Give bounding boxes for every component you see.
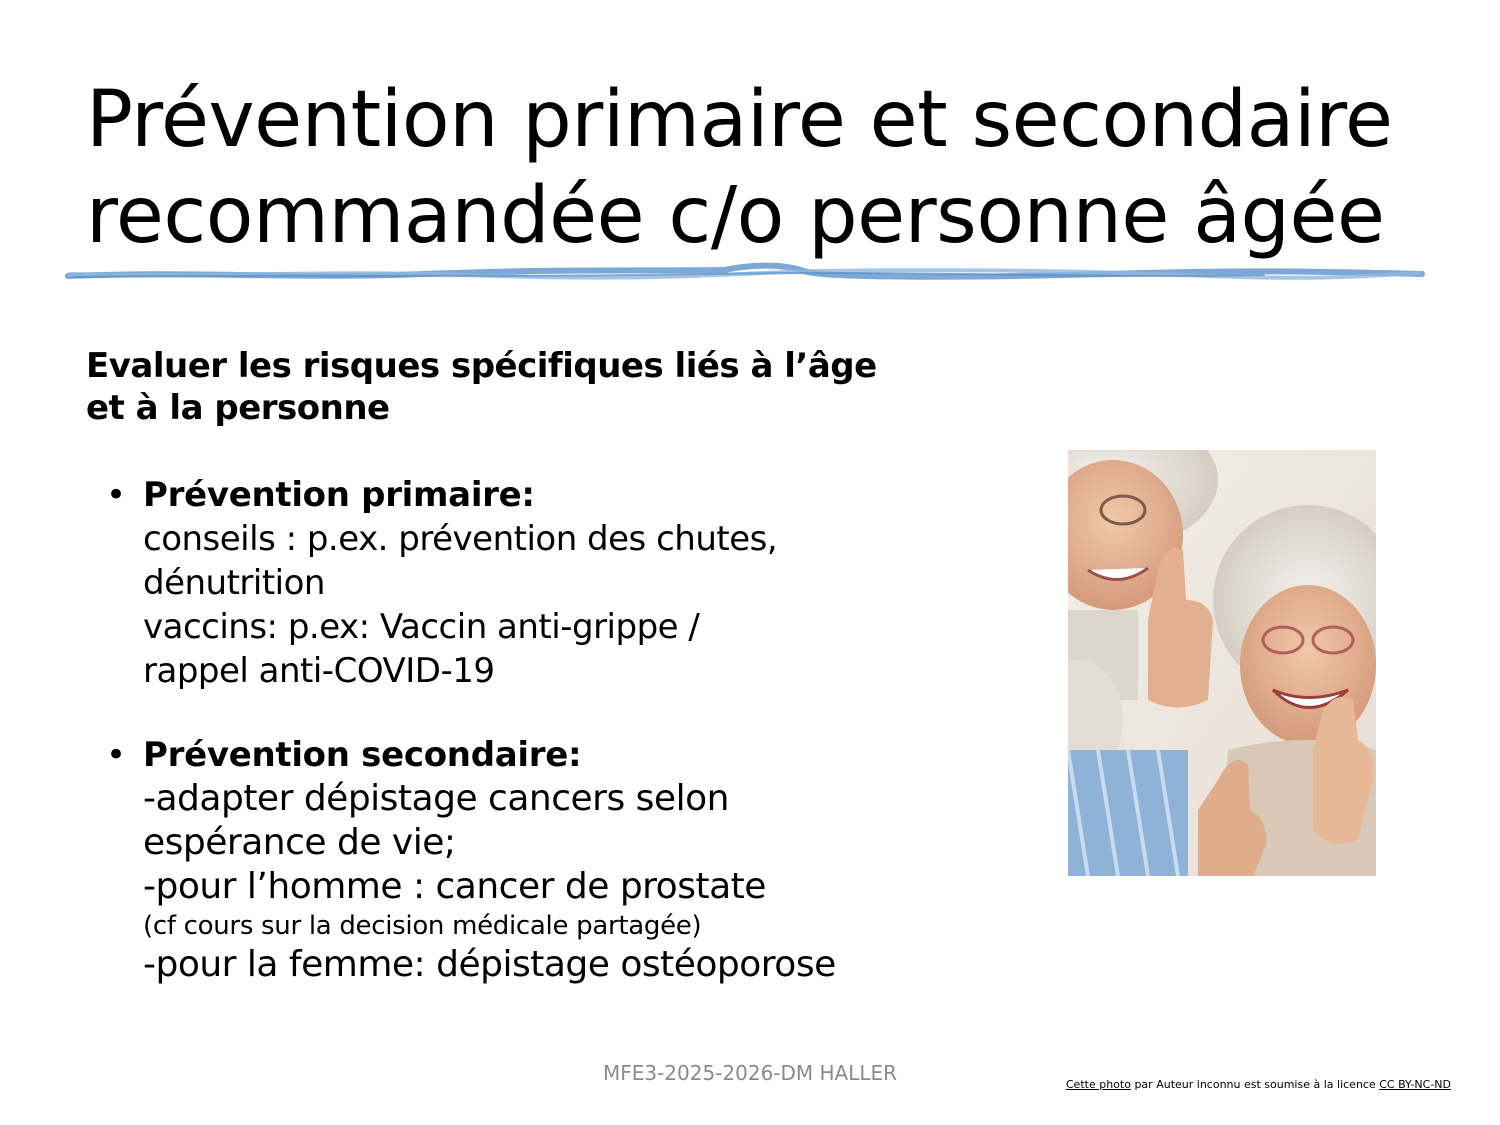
intro-line-2: et à la personne xyxy=(86,388,390,428)
bullet-line: dénutrition xyxy=(143,563,325,603)
slide-title-line-2: recommandée c/o personne âgée xyxy=(86,171,1385,261)
bullet-dot-icon: • xyxy=(106,735,127,775)
bullet-line: conseils : p.ex. prévention des chutes, xyxy=(143,519,778,559)
bullet-line: rappel anti-COVID-19 xyxy=(143,651,495,691)
bullet-heading: Prévention secondaire: xyxy=(143,735,582,775)
license-link[interactable]: CC BY-NC-ND xyxy=(1379,1078,1451,1091)
bullet-line: -adapter dépistage cancers selon xyxy=(143,778,729,819)
bullet-line: vaccins: p.ex: Vaccin anti-grippe / xyxy=(143,607,700,647)
bullet-primary-prevention xyxy=(86,473,906,693)
photo-link[interactable]: Cette photo xyxy=(1065,1078,1131,1091)
title-underline-brushstroke xyxy=(64,262,1426,286)
bullet-line: -pour l’homme : cancer de prostate xyxy=(143,866,766,907)
bullet-heading: Prévention primaire: xyxy=(143,475,535,515)
slide-title-line-1: Prévention primaire et secondaire xyxy=(86,75,1393,165)
bullet-secondary-prevention xyxy=(86,733,906,987)
bullet-line: -pour la femme: dépistage ostéoporose xyxy=(143,944,836,985)
intro-heading xyxy=(86,345,906,429)
seniors-photo-illustration xyxy=(1068,450,1376,876)
seniors-thumbs-up-photo xyxy=(1068,450,1376,876)
bullet-line: espérance de vie; xyxy=(143,822,456,863)
credit-text: par Auteur inconnu est soumise à la licence xyxy=(1130,1078,1380,1091)
slide-footer: MFE3-2025-2026-DM HALLER xyxy=(602,1061,898,1085)
intro-line-1: Evaluer les risques spécifiques liés à l’âge xyxy=(86,346,877,386)
slide-body xyxy=(86,345,906,987)
slide-title xyxy=(86,72,1426,264)
bullet-dot-icon: • xyxy=(106,475,127,515)
bullet-list xyxy=(86,473,906,987)
photo-credit xyxy=(1066,1078,1451,1091)
bullet-line-note: (cf cours sur la decision médicale partagée) xyxy=(143,911,702,941)
